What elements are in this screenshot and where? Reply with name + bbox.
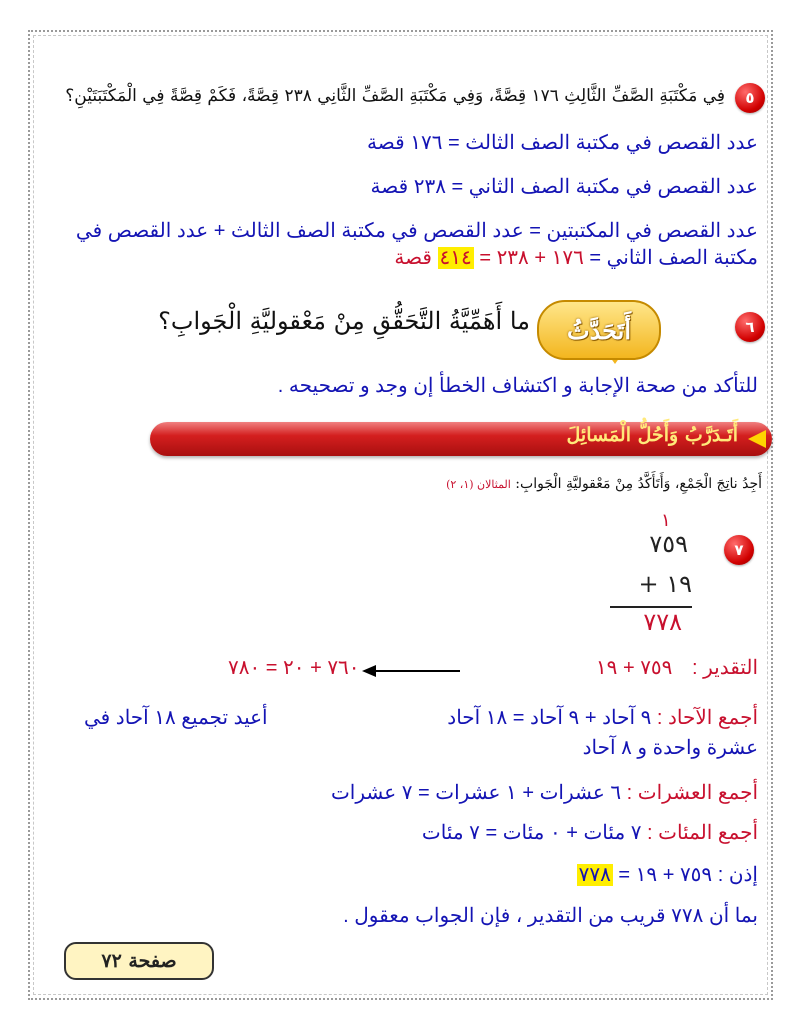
addend-bottom: ١٩ + [638, 570, 692, 598]
tens-label: أجمع العشرات : [626, 782, 758, 804]
carry-digit: ١ [661, 510, 671, 531]
estimate-expression: ٧٥٩ + ١٩ [595, 657, 673, 679]
sum-result: ٧٧٨ [643, 608, 682, 636]
q5-answer-line-4-label: مكتبة الصف الثاني = [583, 247, 758, 269]
banner-arrow-icon [748, 430, 766, 448]
ones-label: أجمع الآحاد : [656, 707, 758, 729]
hundreds-text: ٧ مئات + ٠ مئات = ٧ مئات [421, 822, 642, 844]
q5-answer-result: ٤١٤ [439, 247, 472, 269]
ones-text: ٩ آحاد + ٩ آحاد = ١٨ آحاد [447, 707, 652, 729]
q5-answer-line-4-expr: ١٧٦ + ٢٣٨ = [473, 247, 584, 269]
q6-answer: للتأكد من صحة الإجابة و اكتشاف الخطأ إن وجد و تصحيحه . [277, 375, 758, 397]
so-row [577, 862, 758, 887]
question-6-number: ٦ [735, 312, 765, 342]
addend-top: ٧٥٩ [649, 530, 688, 558]
ones-row [447, 705, 758, 730]
hundreds-label: أجمع المئات : [647, 822, 758, 844]
arrow-icon [362, 660, 462, 682]
conclusion-text: بما أن ٧٧٨ قريب من التقدير ، فإن الجواب معقول . [343, 905, 758, 927]
q5-answer-line-2: عدد القصص في مكتبة الصف الثاني = ٢٣٨ قصة [370, 176, 758, 198]
estimate-label: التقدير : [691, 657, 758, 679]
estimate-result: ٧٦٠ + ٢٠ = ٧٨٠ [228, 657, 360, 679]
talk-badge: أَتَحَدَّثُ [537, 300, 661, 360]
so-result: ٧٧٨ [578, 864, 611, 886]
estimate-row [596, 655, 758, 680]
question-5-number: ٥ [735, 83, 765, 113]
tens-text: ٦ عشرات + ١ عشرات = ٧ عشرات [330, 782, 622, 804]
so-text: إذن : ٧٥٩ + ١٩ = [612, 864, 758, 886]
question-5-text: فِي مَكْتَبَةِ الصَّفِّ الثَّالِثِ ١٧٦ قِصَّةً، وَفِي مَكْتَبَةِ الصَّفِّ الثَّانِي ٢٣٨ قِصَّةً، فَكَمْ قِصَّةً فِي الْمَكْتَبَتَيْنِ؟ [65, 86, 725, 106]
question-6-text: ما أَهَمِّيَّةُ التَّحَقُّقِ مِنْ مَعْقوليَّةِ الْجَوابِ؟ [158, 307, 530, 335]
section-banner-title: أَتَـدَرَّبُ وَأَحُلُّ الْمَسائِلَ [566, 424, 738, 446]
q5-answer-unit: قصة [394, 247, 438, 269]
question-7-number: ٧ [724, 535, 754, 565]
hundreds-row [422, 820, 758, 845]
q5-answer-line-1: عدد القصص في مكتبة الصف الثالث = ١٧٦ قصة [367, 132, 758, 154]
instruction-text: أَجِدُ ناتِجَ الْجَمْعِ، وَأَتَأَكَّدُ مِنْ مَعْقوليَّةِ الْجَوابِ: [515, 476, 762, 492]
regroup-text: أعيد تجميع ١٨ آحاد في [84, 707, 268, 729]
tens-row [331, 780, 758, 805]
example-reference: المثالان (١، ٢) [446, 478, 511, 491]
section-instruction [446, 476, 762, 492]
regroup-text-continued: عشرة واحدة و ٨ آحاد [582, 737, 758, 759]
page-number-badge: صفحة ٧٢ [64, 942, 214, 980]
q5-answer-line-3: عدد القصص في المكتبتين = عدد القصص في مكتبة الصف الثالث + عدد القصص في [75, 220, 758, 242]
q5-answer-line-4 [394, 245, 758, 270]
